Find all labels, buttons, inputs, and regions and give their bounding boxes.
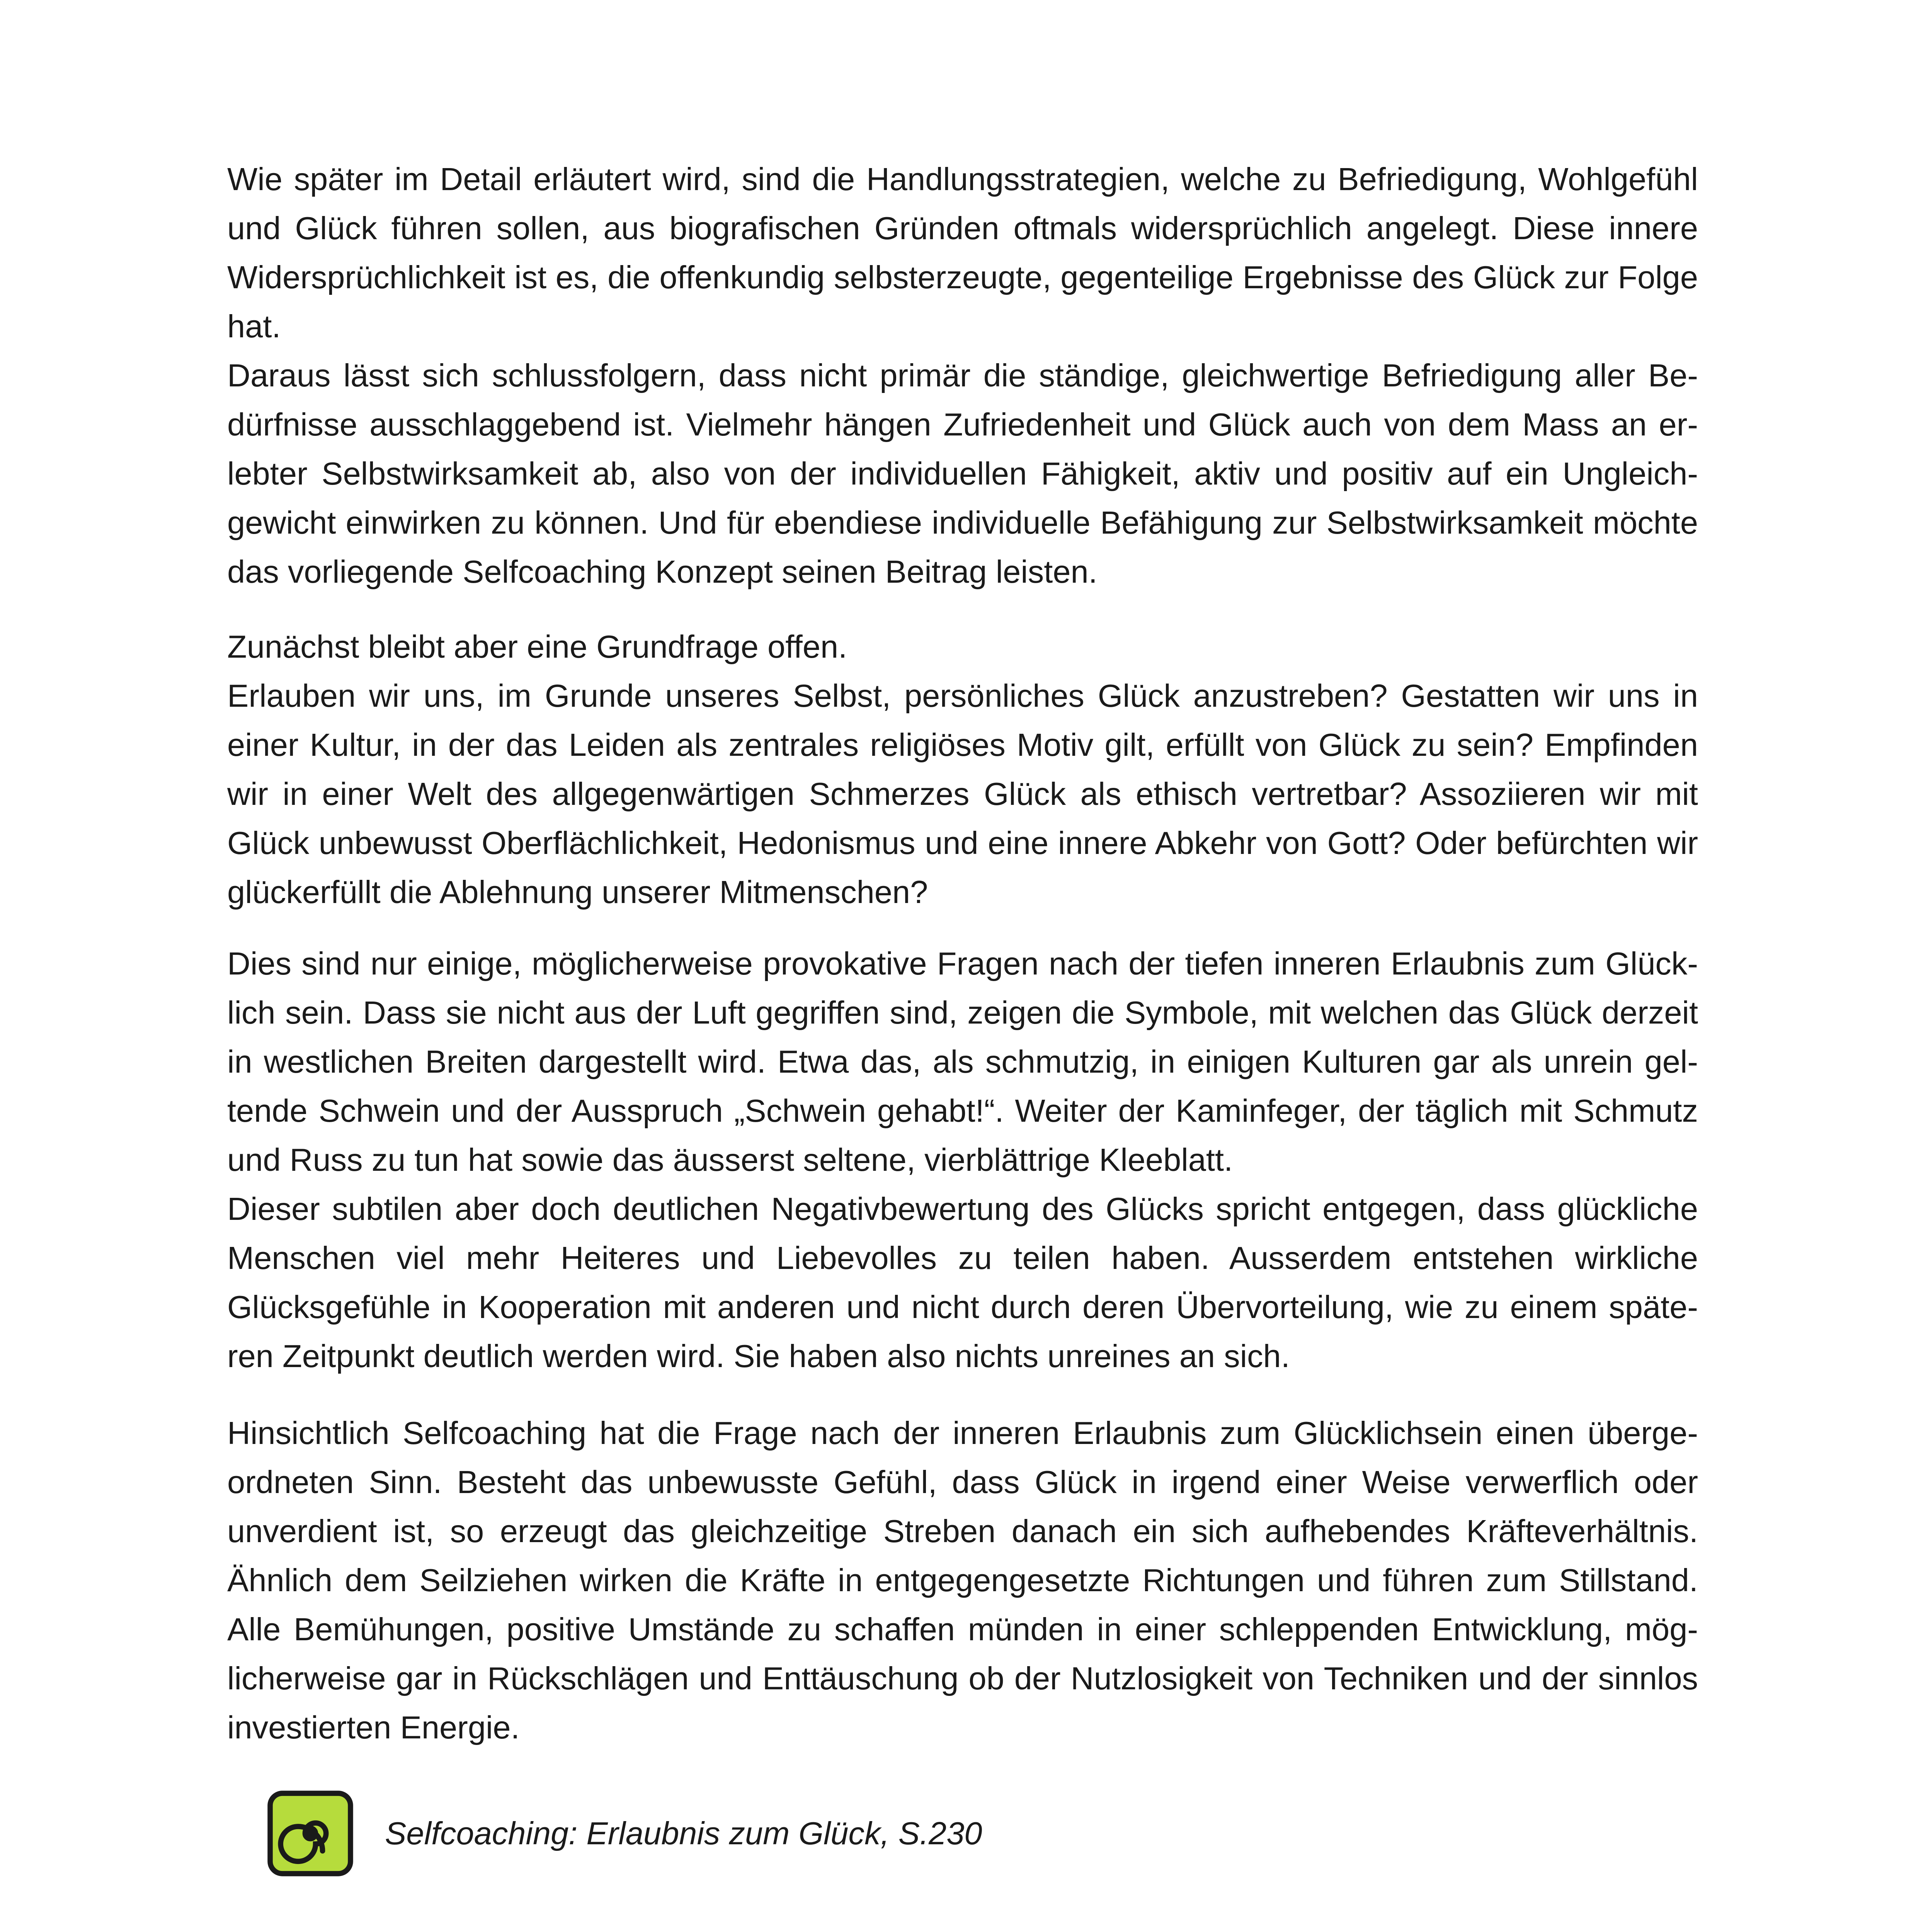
paragraph-group-selfcoaching <box>227 1408 1698 1752</box>
body-paragraph: Dieser subtilen aber doch deutlichen Negativbewertung des Glücks spricht entgegen, dass glückliche Menschen viel mehr Heiteres und Liebevolles zu teilen haben. Ausserdem entstehen wirkliche Glücksgefühle in Kooperation mit anderen und nicht durch deren Übervorteilung, wie zu einem späteren Zeitpunkt deutlich werden wird. Sie haben also nichts unreines an sich. <box>227 1191 1698 1374</box>
paragraph-group-intro <box>227 155 1698 596</box>
reference-text: Selfcoaching: Erlaubnis zum Glück, S.230 <box>385 1815 982 1851</box>
body-paragraph: Hinsichtlich Selfcoaching hat die Frage nach der inneren Erlaubnis zum Glücklichsein einen übergeordneten Sinn. Besteht das unbewusste Gefühl, dass Glück in irgend einer Weise verwerflich oder unverdient ist, so erzeugt das gleichzeitige Streben danach ein sich aufhebendes Kräfteverhältnis. Ähnlich dem Seilziehen wirken die Kräfte in entgegengesetzte Richtungen und führen zum Stillstand. Alle Bemühungen, positive Umstände zu schaffen münden in einer schleppenden Entwicklung, möglicherweise gar in Rückschlägen und Enttäuschung ob der Nutzlosigkeit von Techniken und der sinnlos investierten Energie. <box>227 1415 1698 1745</box>
body-paragraph: Daraus lässt sich schlussfolgern, dass nicht primär die ständige, gleichwertige Befriedigung aller Bedürfnisse ausschlaggebend ist. Vielmehr hängen Zufriedenheit und Glück auch von dem Mass an erlebter Selbstwirksamkeit ab, also von der individuellen Fähigkeit, aktiv und positiv auf ein Ungleichgewicht einwirken zu können. Und für ebendiese individuelle Befähigung zur Selbstwirksamkeit möchte das vorliegende Selfcoaching Konzept seinen Beitrag leisten. <box>227 357 1698 590</box>
body-paragraph: Erlauben wir uns, im Grunde unseres Selbst, persönliches Glück anzustreben? Gestatten wir uns in einer Kultur, in der das Leiden als zentrales religiöses Motiv gilt, erfüllt von Glück zu sein? Empfinden wir in einer Welt des allgegenwärtigen Schmerzes Glück als ethisch vertretbar? Assoziieren wir mit Glück unbewusst Oberflächlichkeit, Hedonismus und eine innere Abkehr von Gott? Oder befürchten wir glückerfüllt die Ablehnung unserer Mitmenschen? <box>227 678 1698 910</box>
body-paragraph: Wie später im Detail erläutert wird, sind die Handlungsstrategien, welche zu Befriedigung, Wohlgefühl und Glück führen sollen, aus biografischen Gründen oftmals widersprüchlich angelegt. Diese innere Widersprüchlichkeit ist es, die offenkundig selbsterzeugte, gegenteilige Ergebnisse des Glück zur Folge hat. <box>227 161 1698 344</box>
selfcoaching-spiral-icon <box>267 1790 354 1877</box>
selfcoaching-reference <box>267 1789 982 1878</box>
body-paragraph: Dies sind nur einige, möglicherweise provokative Fragen nach der tiefen inneren Erlaubnis zum Glücklich sein. Dass sie nicht aus der Luft gegriffen sind, zeigen die Symbole, mit welchen das Glück derzeit in westlichen Breiten dargestellt wird. Etwa das, als schmutzig, in einigen Kulturen gar als unrein geltende Schwein und der Ausspruch „Schwein gehabt!“. Weiter der Kaminfeger, der täglich mit Schmutz und Russ zu tun hat sowie das äusserst seltene, vierblättrige Kleeblatt. <box>227 946 1698 1178</box>
paragraph-group-questions <box>227 622 1698 917</box>
paragraph-group-symbols <box>227 939 1698 1381</box>
body-paragraph: Zunächst bleibt aber eine Grundfrage offen. <box>227 629 847 665</box>
